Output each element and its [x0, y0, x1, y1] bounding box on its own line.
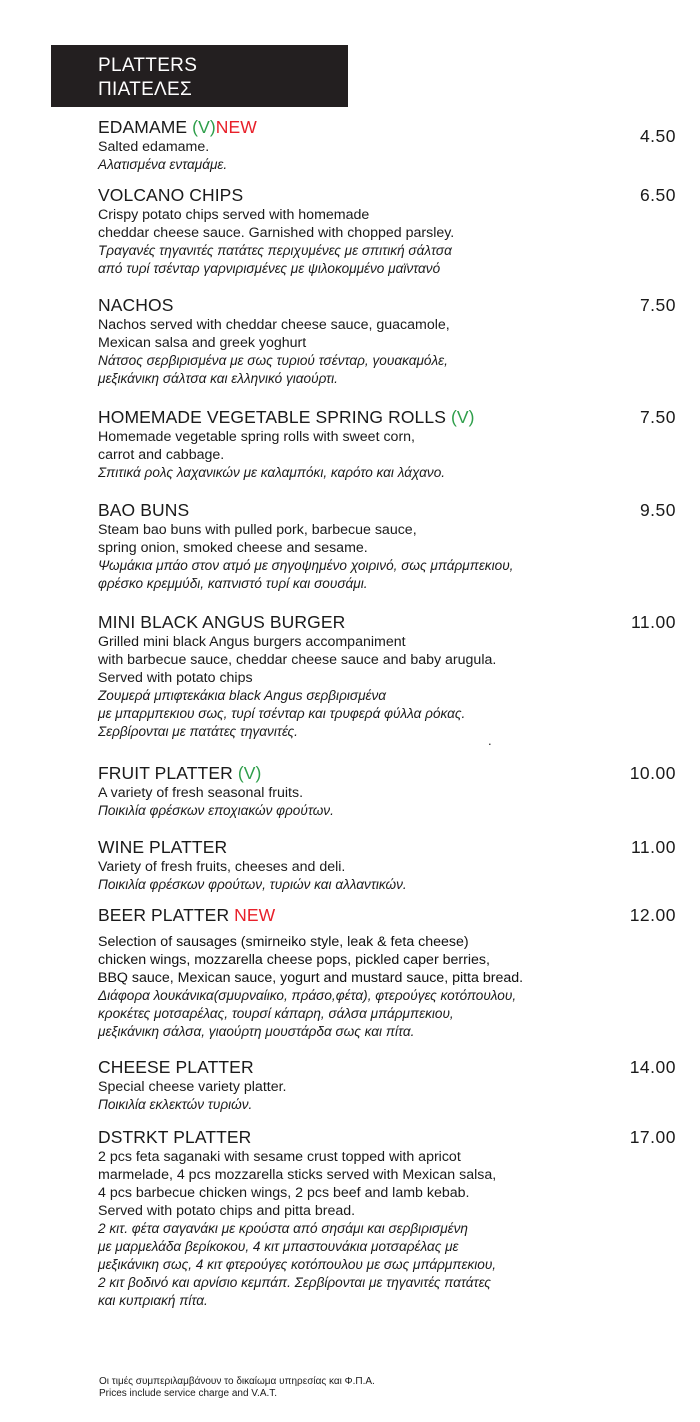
item-description: carrot and cabbage. [98, 447, 225, 463]
menu-item [98, 500, 678, 593]
item-price: 7.50 [639, 407, 676, 427]
item-price: 17.00 [629, 1127, 676, 1147]
vegetarian-tag: (V) [192, 117, 216, 137]
item-description: Nachos served with cheddar cheese sauce, guacamole, [98, 317, 450, 333]
item-name [98, 407, 678, 428]
item-description: Served with potato chips and pitta bread. [98, 1203, 356, 1219]
item-name [98, 837, 678, 858]
footer-note [99, 1376, 375, 1400]
item-description-greek: με μαρμελάδα βερίκοκου, 4 κιτ μπαστουνάκια μοτσαρέλας με [98, 1239, 459, 1254]
item-title: NACHOS [98, 295, 174, 315]
item-description: Variety of fresh fruits, cheeses and deli. [98, 859, 346, 875]
item-title: FRUIT PLATTER [98, 763, 233, 783]
menu-item [98, 1127, 678, 1310]
item-description: with barbecue sauce, cheddar cheese sauce and baby arugula. [98, 652, 497, 668]
item-description-greek: μεξικάνικη σάλσα, γιαούρτη μουστάρδα σως και πίτα. [98, 1024, 415, 1039]
item-description-greek: Σπιτικά ρολς λαχανικών με καλαμπόκι, καρότο και λάχανο. [98, 465, 446, 480]
item-price: 7.50 [639, 295, 676, 315]
item-description-greek: μεξικάνικη σως, 4 κιτ φτερούγες κοτόπουλου με σως μπάρμπεκιου, [98, 1257, 497, 1272]
item-description-greek: Διάφορα λουκάνικα(σμυρναίικο, πράσο,φέτα), φτερούγες κοτόπουλου, [98, 988, 517, 1003]
menu-item [98, 295, 678, 388]
item-description: Salted edamame. [98, 139, 210, 155]
item-description-greek: Ποικιλία φρέσκων φρούτων, τυριών και αλλαντικών. [98, 877, 407, 892]
item-description: Selection of sausages (smirneiko style, leak & feta cheese) [98, 934, 469, 950]
stray-dot: . [488, 733, 492, 748]
item-description-greek: Νάτσος σερβιρισμένα με σως τυριού τσένταρ, γουακαμόλε, [98, 353, 448, 368]
item-description-greek: Ζουμερά μπιφτεκάκια black Angus σερβιρισμένα [98, 688, 387, 703]
menu-item [98, 117, 678, 174]
item-title: BEER PLATTER [98, 905, 230, 925]
item-title: BAO BUNS [98, 500, 190, 520]
menu-item [98, 763, 678, 820]
item-description: 4 pcs barbecue chicken wings, 2 pcs beef and lamb kebab. [98, 1185, 470, 1201]
item-title: VOLCANO CHIPS [98, 185, 244, 205]
item-description-greek: Τραγανές τηγανιτές πατάτες περιχυμένες με σπιτική σάλτσα [98, 243, 452, 258]
item-description-greek: από τυρί τσένταρ γαρνιρισμένες με ψιλοκομμένο μαϊντανό [98, 261, 441, 276]
item-title: EDAMAME [98, 117, 188, 137]
item-name [98, 905, 678, 926]
item-name [98, 1057, 678, 1078]
menu-item [98, 837, 678, 894]
item-description-greek: Σερβίρονται με πατάτες τηγανιτές. [98, 724, 298, 739]
item-name [98, 185, 678, 206]
item-name [98, 117, 678, 138]
item-title: DSTRKT PLATTER [98, 1127, 252, 1147]
item-description-greek: φρέσκο κρεμμύδι, καπνιστό τυρί και σουσάμι. [98, 576, 368, 591]
footer-english: Prices include service charge and V.A.T. [99, 1388, 278, 1399]
item-title: MINI BLACK ANGUS BURGER [98, 612, 346, 632]
new-tag: NEW [234, 905, 276, 925]
item-description: chicken wings, mozzarella cheese pops, pickled caper berries, [98, 952, 490, 968]
item-price: 4.50 [639, 126, 676, 146]
item-title: WINE PLATTER [98, 837, 228, 857]
menu-item [98, 905, 678, 1041]
item-name [98, 612, 678, 633]
item-description-greek: 2 κιτ βοδινό και αρνίσιο κεμπάπ. Σερβίρονται με τηγανιτές πατάτες [98, 1275, 491, 1290]
item-description: Crispy potato chips served with homemade [98, 207, 370, 223]
item-description: 2 pcs feta saganaki with sesame crust topped with apricot [98, 1149, 461, 1165]
item-description-greek: και κυπριακή πίτα. [98, 1293, 208, 1308]
menu-item [98, 1057, 678, 1114]
section-header [51, 45, 348, 107]
item-description-greek: Ποικιλία φρέσκων εποχιακών φρούτων. [98, 803, 334, 818]
menu-item [98, 407, 678, 482]
item-description: Grilled mini black Angus burgers accompaniment [98, 634, 406, 650]
item-description-greek: με μπαρμπεκιου σως, τυρί τσένταρ και τρυφερά φύλλα ρόκας. [98, 706, 466, 721]
item-description: cheddar cheese sauce. Garnished with chopped parsley. [98, 225, 455, 241]
item-description-greek: μεξικάνικη σάλτσα και ελληνικό γιαούρτι. [98, 371, 338, 386]
vegetarian-tag: (V) [237, 763, 262, 783]
item-name [98, 763, 678, 784]
item-description-greek: Αλατισμένα ενταμάμε. [98, 157, 228, 172]
menu-item [98, 612, 678, 741]
item-title: CHEESE PLATTER [98, 1057, 254, 1077]
section-title-greek: ΠΙΑΤΕΛΕΣ [98, 79, 193, 100]
item-name [98, 1127, 678, 1148]
item-price: 11.00 [631, 612, 676, 632]
item-description: A variety of fresh seasonal fruits. [98, 785, 304, 801]
item-description-greek: 2 κιτ. φέτα σαγανάκι με κρούστα από σησάμι και σερβιρισμένη [98, 1221, 468, 1236]
item-name [98, 295, 678, 316]
item-title: HOMEMADE VEGETABLE SPRING ROLLS [98, 407, 446, 427]
menu-item [98, 185, 678, 278]
item-description-greek: κροκέτες μοτσαρέλας, τουρσί κάπαρη, σάλσα μπάρμπεκιου, [98, 1006, 454, 1021]
item-description: BBQ sauce, Mexican sauce, yogurt and mustard sauce, pitta bread. [98, 970, 524, 986]
item-description: marmelade, 4 pcs mozzarella sticks served with Mexican salsa, [98, 1167, 497, 1183]
item-price: 12.00 [629, 905, 676, 925]
item-price: 10.00 [629, 763, 676, 783]
item-price: 6.50 [639, 185, 676, 205]
item-description: Homemade vegetable spring rolls with sweet corn, [98, 429, 416, 445]
item-description-greek: Ψωμάκια μπάο στον ατμό με σηγοψημένο χοιρινό, σως μπάρμπεκιου, [98, 558, 514, 573]
item-description: Special cheese variety platter. [98, 1079, 287, 1095]
vegetarian-tag: (V) [450, 407, 475, 427]
item-description: spring onion, smoked cheese and sesame. [98, 540, 368, 556]
item-name [98, 500, 678, 521]
section-title-english: PLATTERS [98, 55, 198, 76]
item-description: Mexican salsa and greek yoghurt [98, 335, 307, 351]
item-price: 11.00 [631, 837, 676, 857]
item-description: Served with potato chips [98, 670, 253, 686]
new-tag: NEW [215, 117, 257, 137]
item-description-greek: Ποικιλία εκλεκτών τυριών. [98, 1097, 253, 1112]
item-description: Steam bao buns with pulled pork, barbecue sauce, [98, 522, 417, 538]
item-price: 9.50 [639, 500, 676, 520]
item-price: 14.00 [629, 1057, 676, 1077]
footer-greek: Οι τιμές συμπεριλαμβάνουν το δικαίωμα υπηρεσίας και Φ.Π.Α. [99, 1376, 375, 1387]
